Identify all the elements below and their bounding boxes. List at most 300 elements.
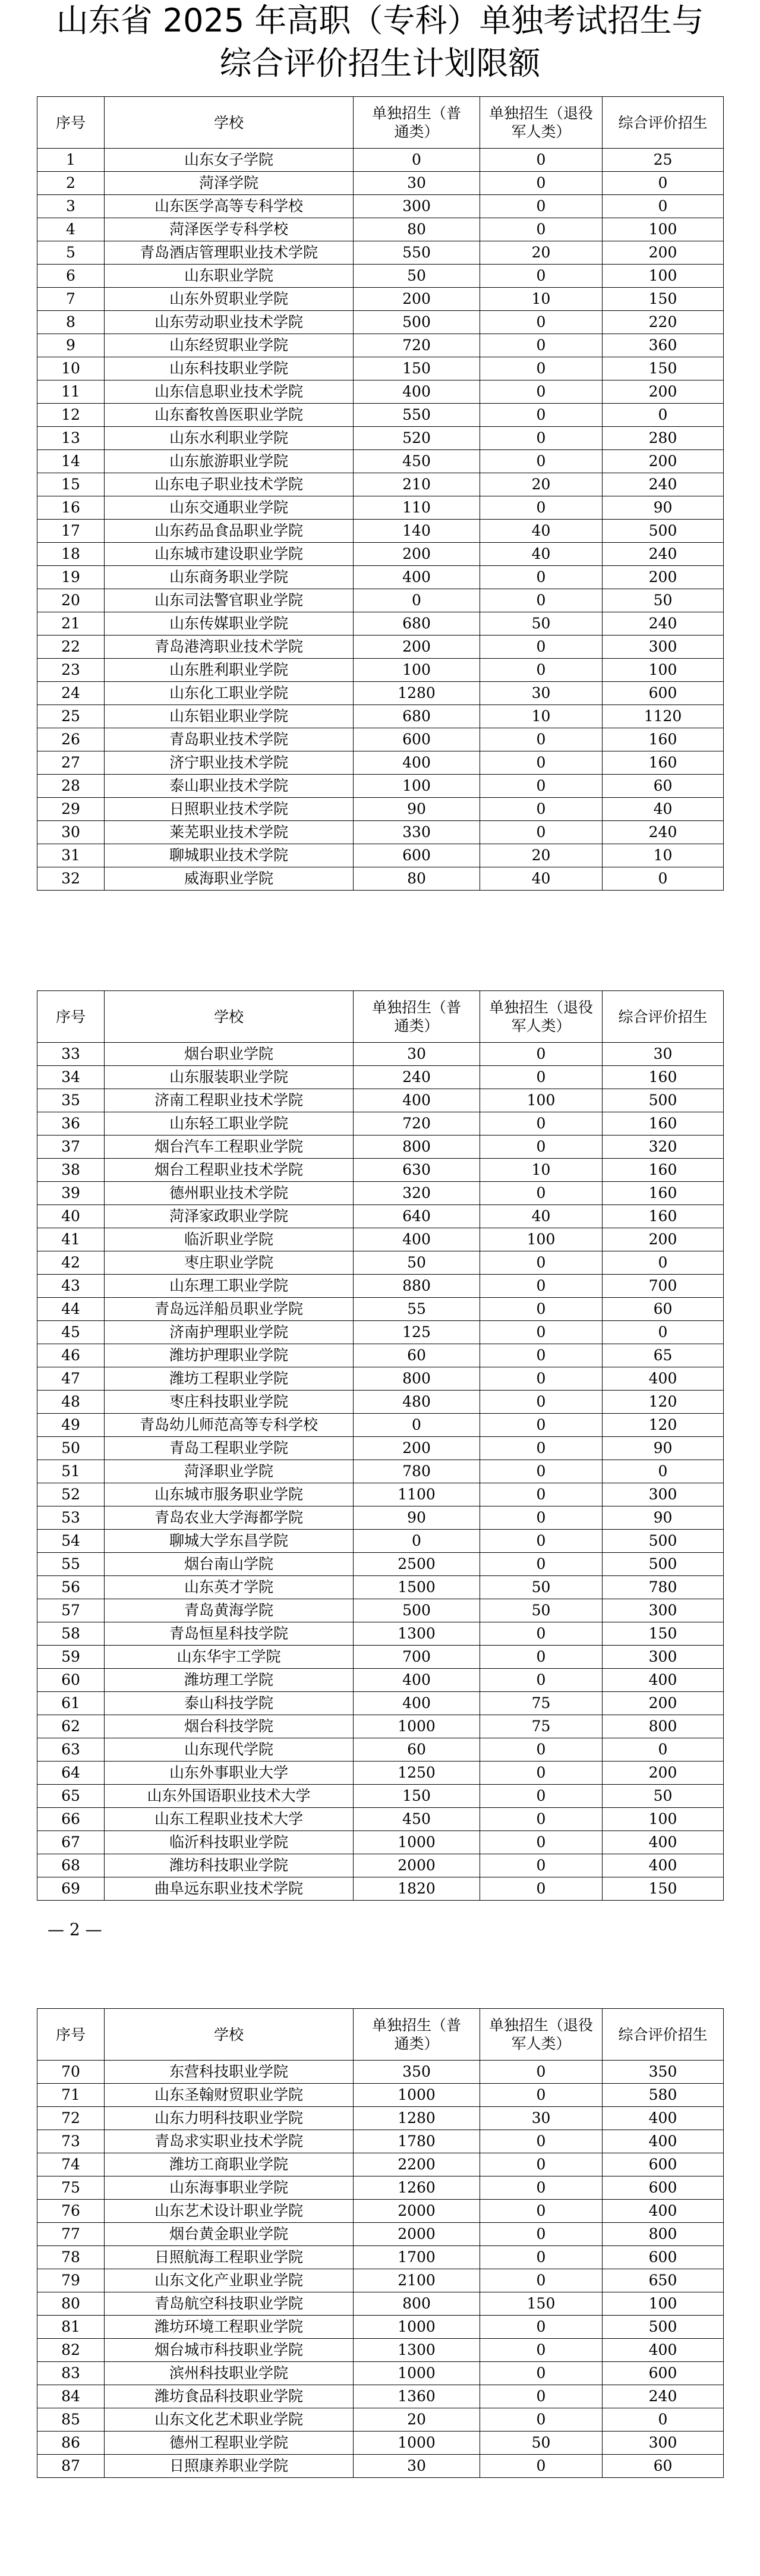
school-name-cell: 山东英才学院 bbox=[105, 1576, 354, 1599]
school-name-cell: 曲阜远东职业技术学院 bbox=[105, 1877, 354, 1901]
table-row bbox=[37, 404, 724, 427]
single-veteran-cell: 0 bbox=[480, 2385, 603, 2408]
comprehensive-cell: 0 bbox=[603, 2408, 724, 2432]
row-index-cell: 70 bbox=[37, 2061, 105, 2084]
school-name-cell: 山东外贸职业学院 bbox=[105, 288, 354, 311]
comprehensive-cell: 150 bbox=[603, 1877, 724, 1901]
table-row bbox=[37, 149, 724, 172]
school-name-cell: 山东交通职业学院 bbox=[105, 496, 354, 520]
single-general-cell: 80 bbox=[354, 867, 480, 891]
single-veteran-cell: 0 bbox=[480, 149, 603, 172]
single-veteran-cell: 0 bbox=[480, 1483, 603, 1506]
header-single-general bbox=[354, 2009, 480, 2061]
row-index-cell: 36 bbox=[37, 1112, 105, 1136]
school-name-cell: 枣庄职业学院 bbox=[105, 1251, 354, 1275]
row-index-cell: 12 bbox=[37, 404, 105, 427]
table-row bbox=[37, 1275, 724, 1298]
school-name-cell: 烟台科技学院 bbox=[105, 1715, 354, 1738]
table-row bbox=[37, 265, 724, 288]
comprehensive-cell: 400 bbox=[603, 1669, 724, 1692]
row-index-cell: 72 bbox=[37, 2107, 105, 2130]
table-row bbox=[37, 2385, 724, 2408]
comprehensive-cell: 200 bbox=[603, 566, 724, 589]
single-general-cell: 2000 bbox=[354, 1854, 480, 1877]
table-row bbox=[37, 566, 724, 589]
comprehensive-cell: 150 bbox=[603, 1622, 724, 1646]
single-veteran-cell: 0 bbox=[480, 195, 603, 218]
single-general-cell: 1000 bbox=[354, 2084, 480, 2107]
row-index-cell: 43 bbox=[37, 1275, 105, 1298]
table-row bbox=[37, 1854, 724, 1877]
single-general-cell: 680 bbox=[354, 705, 480, 728]
school-name-cell: 枣庄科技职业学院 bbox=[105, 1391, 354, 1414]
single-general-cell: 50 bbox=[354, 265, 480, 288]
school-name-cell: 山东现代学院 bbox=[105, 1738, 354, 1762]
table-row bbox=[37, 1599, 724, 1622]
single-veteran-cell: 0 bbox=[480, 821, 603, 844]
row-index-cell: 3 bbox=[37, 195, 105, 218]
comprehensive-cell: 0 bbox=[603, 195, 724, 218]
single-general-cell: 400 bbox=[354, 1228, 480, 1251]
row-index-cell: 80 bbox=[37, 2292, 105, 2316]
table-row bbox=[37, 1762, 724, 1785]
row-index-cell: 46 bbox=[37, 1344, 105, 1367]
table-row bbox=[37, 2223, 724, 2246]
school-name-cell: 山东旅游职业学院 bbox=[105, 450, 354, 473]
single-general-cell: 0 bbox=[354, 149, 480, 172]
school-name-cell: 泰山职业技术学院 bbox=[105, 775, 354, 798]
school-name-cell: 烟台黄金职业学院 bbox=[105, 2223, 354, 2246]
row-index-cell: 21 bbox=[37, 612, 105, 636]
single-veteran-cell: 30 bbox=[480, 2107, 603, 2130]
row-index-cell: 68 bbox=[37, 1854, 105, 1877]
table-header-row bbox=[37, 991, 724, 1043]
school-name-cell: 青岛恒星科技学院 bbox=[105, 1622, 354, 1646]
comprehensive-cell: 600 bbox=[603, 682, 724, 705]
single-veteran-cell: 0 bbox=[480, 1251, 603, 1275]
school-name-cell: 滨州科技职业学院 bbox=[105, 2362, 354, 2385]
single-general-cell: 400 bbox=[354, 751, 480, 775]
comprehensive-cell: 0 bbox=[603, 172, 724, 195]
single-general-cell: 320 bbox=[354, 1182, 480, 1205]
table-row bbox=[37, 1136, 724, 1159]
table-row bbox=[37, 1112, 724, 1136]
single-veteran-cell: 0 bbox=[480, 2084, 603, 2107]
single-general-cell: 1000 bbox=[354, 1715, 480, 1738]
single-general-cell: 2100 bbox=[354, 2269, 480, 2292]
row-index-cell: 81 bbox=[37, 2316, 105, 2339]
single-veteran-cell: 0 bbox=[480, 798, 603, 821]
single-veteran-cell: 0 bbox=[480, 566, 603, 589]
school-name-cell: 潍坊护理职业学院 bbox=[105, 1344, 354, 1367]
row-index-cell: 30 bbox=[37, 821, 105, 844]
single-veteran-cell: 0 bbox=[480, 589, 603, 612]
comprehensive-cell: 90 bbox=[603, 1506, 724, 1530]
table-row bbox=[37, 728, 724, 751]
single-veteran-cell: 20 bbox=[480, 844, 603, 867]
comprehensive-cell: 500 bbox=[603, 520, 724, 543]
single-veteran-cell: 0 bbox=[480, 2130, 603, 2153]
table-row bbox=[37, 1437, 724, 1460]
table-row bbox=[37, 821, 724, 844]
single-general-cell: 150 bbox=[354, 1785, 480, 1808]
school-name-cell: 潍坊食品科技职业学院 bbox=[105, 2385, 354, 2408]
row-index-cell: 61 bbox=[37, 1692, 105, 1715]
comprehensive-cell: 350 bbox=[603, 2061, 724, 2084]
comprehensive-cell: 50 bbox=[603, 1785, 724, 1808]
comprehensive-cell: 200 bbox=[603, 450, 724, 473]
single-veteran-cell: 0 bbox=[480, 2408, 603, 2432]
comprehensive-cell: 500 bbox=[603, 1530, 724, 1553]
single-veteran-cell: 30 bbox=[480, 682, 603, 705]
row-index-cell: 23 bbox=[37, 659, 105, 682]
table-body bbox=[37, 1043, 724, 1901]
single-general-cell: 60 bbox=[354, 1738, 480, 1762]
comprehensive-cell: 240 bbox=[603, 2385, 724, 2408]
single-general-cell: 1300 bbox=[354, 2339, 480, 2362]
school-name-cell: 山东传媒职业学院 bbox=[105, 612, 354, 636]
comprehensive-cell: 100 bbox=[603, 2292, 724, 2316]
school-name-cell: 山东司法警官职业学院 bbox=[105, 589, 354, 612]
table-row bbox=[37, 1808, 724, 1831]
table-row bbox=[37, 1066, 724, 1089]
school-name-cell: 东营科技职业学院 bbox=[105, 2061, 354, 2084]
header-single-general-label: 单独招生（普通类） bbox=[372, 2017, 462, 2052]
row-index-cell: 57 bbox=[37, 1599, 105, 1622]
single-veteran-cell: 0 bbox=[480, 334, 603, 357]
row-index-cell: 73 bbox=[37, 2130, 105, 2153]
school-name-cell: 山东理工职业学院 bbox=[105, 1275, 354, 1298]
school-name-cell: 山东信息职业技术学院 bbox=[105, 380, 354, 404]
table-row bbox=[37, 1043, 724, 1066]
school-name-cell: 潍坊理工学院 bbox=[105, 1669, 354, 1692]
row-index-cell: 15 bbox=[37, 473, 105, 496]
single-general-cell: 350 bbox=[354, 2061, 480, 2084]
single-veteran-cell: 0 bbox=[480, 1553, 603, 1576]
single-veteran-cell: 0 bbox=[480, 1112, 603, 1136]
single-general-cell: 50 bbox=[354, 1251, 480, 1275]
table-row bbox=[37, 520, 724, 543]
table-row bbox=[37, 1738, 724, 1762]
table-body bbox=[37, 149, 724, 891]
single-general-cell: 150 bbox=[354, 357, 480, 380]
comprehensive-cell: 650 bbox=[603, 2269, 724, 2292]
single-general-cell: 400 bbox=[354, 1089, 480, 1112]
school-name-cell: 菏泽医学专科学校 bbox=[105, 218, 354, 241]
row-index-cell: 11 bbox=[37, 380, 105, 404]
single-veteran-cell: 40 bbox=[480, 867, 603, 891]
single-veteran-cell: 0 bbox=[480, 2455, 603, 2478]
row-index-cell: 78 bbox=[37, 2246, 105, 2269]
row-index-cell: 87 bbox=[37, 2455, 105, 2478]
row-index-cell: 16 bbox=[37, 496, 105, 520]
school-name-cell: 山东科技职业学院 bbox=[105, 357, 354, 380]
single-general-cell: 1250 bbox=[354, 1762, 480, 1785]
row-index-cell: 63 bbox=[37, 1738, 105, 1762]
comprehensive-cell: 60 bbox=[603, 775, 724, 798]
row-index-cell: 62 bbox=[37, 1715, 105, 1738]
table-row bbox=[37, 2455, 724, 2478]
table-row bbox=[37, 1367, 724, 1391]
single-general-cell: 1500 bbox=[354, 1576, 480, 1599]
table-row bbox=[37, 612, 724, 636]
row-index-cell: 53 bbox=[37, 1506, 105, 1530]
table-row bbox=[37, 659, 724, 682]
row-index-cell: 40 bbox=[37, 1205, 105, 1228]
header-single-general bbox=[354, 97, 480, 149]
document-title-line-1: 山东省 2025 年高职（专科）单独考试招生与 bbox=[56, 2, 704, 39]
comprehensive-cell: 500 bbox=[603, 1553, 724, 1576]
comprehensive-cell: 800 bbox=[603, 1715, 724, 1738]
comprehensive-cell: 0 bbox=[603, 867, 724, 891]
single-veteran-cell: 0 bbox=[480, 1043, 603, 1066]
row-index-cell: 33 bbox=[37, 1043, 105, 1066]
comprehensive-cell: 300 bbox=[603, 1646, 724, 1669]
table-row bbox=[37, 1251, 724, 1275]
table-row bbox=[37, 1089, 724, 1112]
row-index-cell: 51 bbox=[37, 1460, 105, 1483]
single-general-cell: 1820 bbox=[354, 1877, 480, 1901]
comprehensive-cell: 150 bbox=[603, 357, 724, 380]
single-veteran-cell: 0 bbox=[480, 172, 603, 195]
comprehensive-cell: 160 bbox=[603, 728, 724, 751]
row-index-cell: 64 bbox=[37, 1762, 105, 1785]
table-row bbox=[37, 705, 724, 728]
school-name-cell: 德州工程职业学院 bbox=[105, 2432, 354, 2455]
quota-table-part-3 bbox=[37, 2008, 724, 2478]
single-veteran-cell: 0 bbox=[480, 1298, 603, 1321]
table-row bbox=[37, 450, 724, 473]
table-row bbox=[37, 1831, 724, 1854]
single-veteran-cell: 0 bbox=[480, 2269, 603, 2292]
row-index-cell: 41 bbox=[37, 1228, 105, 1251]
document-title-line-2: 综合评价招生计划限额 bbox=[219, 45, 541, 82]
row-index-cell: 79 bbox=[37, 2269, 105, 2292]
comprehensive-cell: 280 bbox=[603, 427, 724, 450]
comprehensive-cell: 400 bbox=[603, 2339, 724, 2362]
row-index-cell: 34 bbox=[37, 1066, 105, 1089]
row-index-cell: 59 bbox=[37, 1646, 105, 1669]
single-veteran-cell: 0 bbox=[480, 1414, 603, 1437]
single-general-cell: 0 bbox=[354, 1530, 480, 1553]
table-row bbox=[37, 218, 724, 241]
school-name-cell: 济南护理职业学院 bbox=[105, 1321, 354, 1344]
comprehensive-cell: 400 bbox=[603, 1831, 724, 1854]
table-row bbox=[37, 1553, 724, 1576]
single-general-cell: 400 bbox=[354, 1692, 480, 1715]
header-single-veteran bbox=[480, 991, 603, 1043]
row-index-cell: 28 bbox=[37, 775, 105, 798]
school-name-cell: 山东胜利职业学院 bbox=[105, 659, 354, 682]
single-general-cell: 400 bbox=[354, 566, 480, 589]
comprehensive-cell: 40 bbox=[603, 798, 724, 821]
table-row bbox=[37, 311, 724, 334]
table-row bbox=[37, 2316, 724, 2339]
school-name-cell: 青岛农业大学海都学院 bbox=[105, 1506, 354, 1530]
single-general-cell: 1000 bbox=[354, 2362, 480, 2385]
single-veteran-cell: 0 bbox=[480, 1506, 603, 1530]
single-general-cell: 0 bbox=[354, 589, 480, 612]
school-name-cell: 山东化工职业学院 bbox=[105, 682, 354, 705]
single-general-cell: 60 bbox=[354, 1344, 480, 1367]
comprehensive-cell: 160 bbox=[603, 1112, 724, 1136]
header-school: 学校 bbox=[105, 97, 354, 149]
row-index-cell: 56 bbox=[37, 1576, 105, 1599]
school-name-cell: 菏泽学院 bbox=[105, 172, 354, 195]
header-single-general-label: 单独招生（普通类） bbox=[372, 999, 462, 1034]
single-veteran-cell: 0 bbox=[480, 1530, 603, 1553]
school-name-cell: 菏泽职业学院 bbox=[105, 1460, 354, 1483]
table-row bbox=[37, 380, 724, 404]
single-general-cell: 1000 bbox=[354, 2432, 480, 2455]
single-veteran-cell: 0 bbox=[480, 265, 603, 288]
single-veteran-cell: 150 bbox=[480, 2292, 603, 2316]
comprehensive-cell: 65 bbox=[603, 1344, 724, 1367]
comprehensive-cell: 600 bbox=[603, 2176, 724, 2200]
single-veteran-cell: 0 bbox=[480, 1877, 603, 1901]
comprehensive-cell: 300 bbox=[603, 636, 724, 659]
single-veteran-cell: 0 bbox=[480, 775, 603, 798]
single-veteran-cell: 0 bbox=[480, 496, 603, 520]
single-general-cell: 200 bbox=[354, 636, 480, 659]
single-veteran-cell: 40 bbox=[480, 543, 603, 566]
row-index-cell: 6 bbox=[37, 265, 105, 288]
single-general-cell: 520 bbox=[354, 427, 480, 450]
row-index-cell: 52 bbox=[37, 1483, 105, 1506]
row-index-cell: 71 bbox=[37, 2084, 105, 2107]
school-name-cell: 山东商务职业学院 bbox=[105, 566, 354, 589]
comprehensive-cell: 200 bbox=[603, 1692, 724, 1715]
school-name-cell: 德州职业技术学院 bbox=[105, 1182, 354, 1205]
single-general-cell: 1780 bbox=[354, 2130, 480, 2153]
row-index-cell: 55 bbox=[37, 1553, 105, 1576]
row-index-cell: 50 bbox=[37, 1437, 105, 1460]
row-index-cell: 39 bbox=[37, 1182, 105, 1205]
single-general-cell: 2000 bbox=[354, 2223, 480, 2246]
comprehensive-cell: 600 bbox=[603, 2153, 724, 2176]
table-row bbox=[37, 357, 724, 380]
single-veteran-cell: 0 bbox=[480, 1646, 603, 1669]
comprehensive-cell: 500 bbox=[603, 1089, 724, 1112]
table-row bbox=[37, 2153, 724, 2176]
table-row bbox=[37, 2130, 724, 2153]
table-row bbox=[37, 682, 724, 705]
single-general-cell: 400 bbox=[354, 380, 480, 404]
school-name-cell: 日照航海工程职业学院 bbox=[105, 2246, 354, 2269]
table-row bbox=[37, 1460, 724, 1483]
comprehensive-cell: 0 bbox=[603, 1321, 724, 1344]
comprehensive-cell: 600 bbox=[603, 2362, 724, 2385]
table-row bbox=[37, 2269, 724, 2292]
comprehensive-cell: 160 bbox=[603, 1182, 724, 1205]
comprehensive-cell: 120 bbox=[603, 1391, 724, 1414]
table-row bbox=[37, 1414, 724, 1437]
single-veteran-cell: 100 bbox=[480, 1228, 603, 1251]
single-veteran-cell: 100 bbox=[480, 1089, 603, 1112]
single-general-cell: 100 bbox=[354, 659, 480, 682]
single-veteran-cell: 10 bbox=[480, 705, 603, 728]
single-general-cell: 880 bbox=[354, 1275, 480, 1298]
comprehensive-cell: 200 bbox=[603, 1228, 724, 1251]
comprehensive-cell: 360 bbox=[603, 334, 724, 357]
school-name-cell: 山东药品食品职业学院 bbox=[105, 520, 354, 543]
comprehensive-cell: 400 bbox=[603, 2200, 724, 2223]
row-index-cell: 60 bbox=[37, 1669, 105, 1692]
single-general-cell: 800 bbox=[354, 2292, 480, 2316]
comprehensive-cell: 60 bbox=[603, 2455, 724, 2478]
single-veteran-cell: 75 bbox=[480, 1692, 603, 1715]
row-index-cell: 48 bbox=[37, 1391, 105, 1414]
row-index-cell: 45 bbox=[37, 1321, 105, 1344]
single-veteran-cell: 0 bbox=[480, 1367, 603, 1391]
table-row bbox=[37, 1298, 724, 1321]
row-index-cell: 65 bbox=[37, 1785, 105, 1808]
single-general-cell: 300 bbox=[354, 195, 480, 218]
comprehensive-cell: 200 bbox=[603, 380, 724, 404]
single-general-cell: 200 bbox=[354, 543, 480, 566]
single-veteran-cell: 0 bbox=[480, 1622, 603, 1646]
comprehensive-cell: 200 bbox=[603, 241, 724, 265]
comprehensive-cell: 240 bbox=[603, 543, 724, 566]
school-name-cell: 山东劳动职业技术学院 bbox=[105, 311, 354, 334]
table-row bbox=[37, 1182, 724, 1205]
row-index-cell: 38 bbox=[37, 1159, 105, 1182]
single-general-cell: 800 bbox=[354, 1367, 480, 1391]
school-name-cell: 山东圣翰财贸职业学院 bbox=[105, 2084, 354, 2107]
single-veteran-cell: 0 bbox=[480, 1785, 603, 1808]
single-veteran-cell: 20 bbox=[480, 473, 603, 496]
table-row bbox=[37, 636, 724, 659]
single-general-cell: 1000 bbox=[354, 1831, 480, 1854]
single-general-cell: 500 bbox=[354, 1599, 480, 1622]
school-name-cell: 山东水利职业学院 bbox=[105, 427, 354, 450]
row-index-cell: 4 bbox=[37, 218, 105, 241]
school-name-cell: 山东工程职业技术大学 bbox=[105, 1808, 354, 1831]
table-row bbox=[37, 775, 724, 798]
single-veteran-cell: 0 bbox=[480, 380, 603, 404]
header-comprehensive: 综合评价招生 bbox=[603, 2009, 724, 2061]
table-row bbox=[37, 496, 724, 520]
single-general-cell: 1280 bbox=[354, 682, 480, 705]
row-index-cell: 82 bbox=[37, 2339, 105, 2362]
row-index-cell: 74 bbox=[37, 2153, 105, 2176]
row-index-cell: 86 bbox=[37, 2432, 105, 2455]
single-general-cell: 1700 bbox=[354, 2246, 480, 2269]
table-row bbox=[37, 844, 724, 867]
row-index-cell: 66 bbox=[37, 1808, 105, 1831]
single-general-cell: 80 bbox=[354, 218, 480, 241]
comprehensive-cell: 30 bbox=[603, 1043, 724, 1066]
school-name-cell: 山东服装职业学院 bbox=[105, 1066, 354, 1089]
header-single-veteran-label: 单独招生（退役军人类） bbox=[488, 105, 593, 140]
table-row bbox=[37, 2362, 724, 2385]
quota-table-part-2 bbox=[37, 990, 724, 1901]
comprehensive-cell: 0 bbox=[603, 404, 724, 427]
header-single-veteran-label: 单独招生（退役军人类） bbox=[488, 999, 593, 1034]
school-name-cell: 临沂职业学院 bbox=[105, 1228, 354, 1251]
comprehensive-cell: 10 bbox=[603, 844, 724, 867]
comprehensive-cell: 160 bbox=[603, 1066, 724, 1089]
school-name-cell: 临沂科技职业学院 bbox=[105, 1831, 354, 1854]
comprehensive-cell: 90 bbox=[603, 1437, 724, 1460]
single-general-cell: 20 bbox=[354, 2408, 480, 2432]
comprehensive-cell: 90 bbox=[603, 496, 724, 520]
comprehensive-cell: 300 bbox=[603, 2432, 724, 2455]
header-comprehensive: 综合评价招生 bbox=[603, 97, 724, 149]
single-veteran-cell: 0 bbox=[480, 427, 603, 450]
single-veteran-cell: 10 bbox=[480, 1159, 603, 1182]
table-row bbox=[37, 241, 724, 265]
